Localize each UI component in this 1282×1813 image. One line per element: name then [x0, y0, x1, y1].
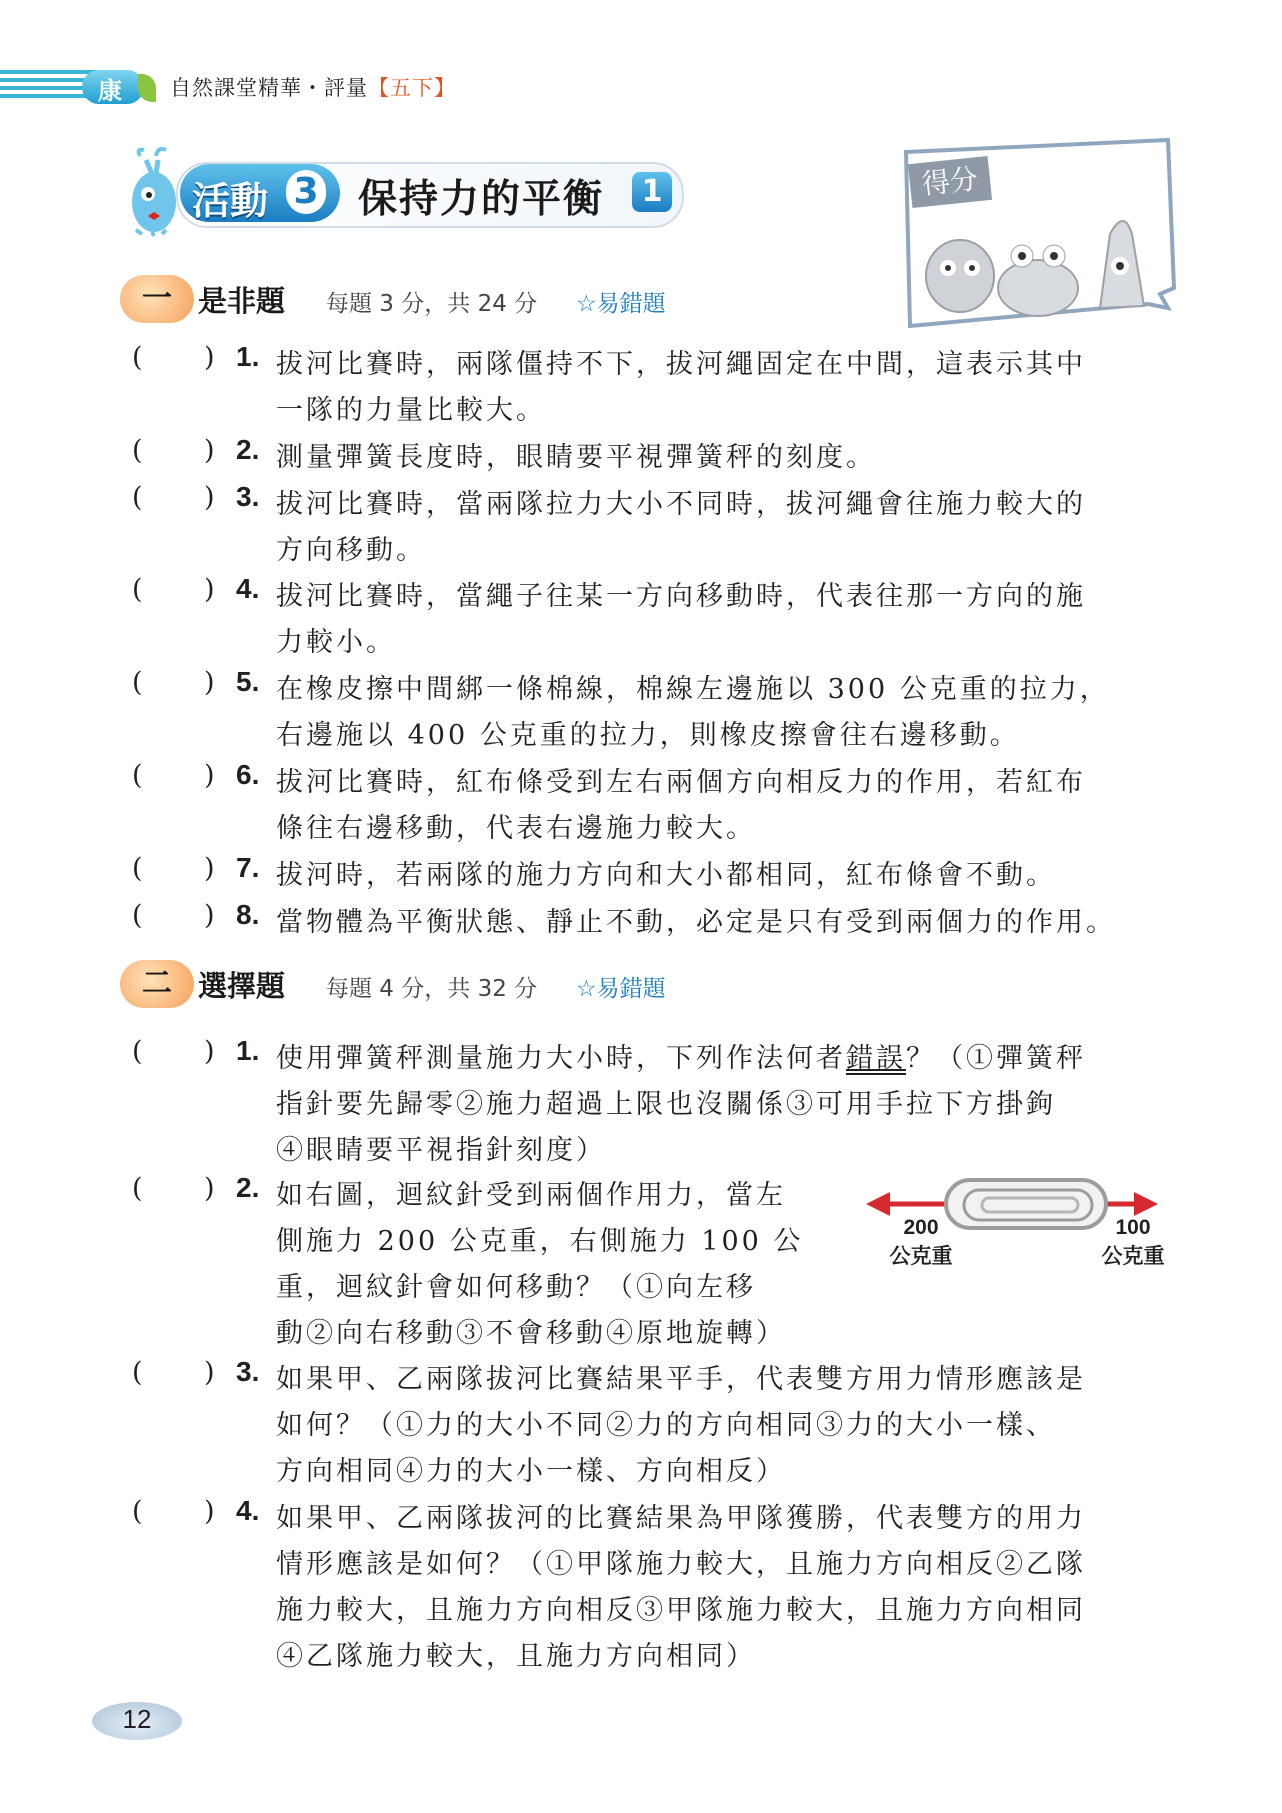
series-name: 自然課堂精華・評量 [170, 76, 368, 100]
question-number: 3. [236, 1356, 260, 1387]
question-line: 拔河比賽時，紅布條受到左右兩個方向相反力的作用，若紅布 [276, 767, 1086, 798]
answer-paren-close: ) [204, 853, 215, 884]
answer-paren-open: ( [132, 482, 143, 513]
answer-paren-open: ( [132, 900, 143, 931]
activity-title: 保持力的平衡 [358, 177, 605, 222]
question-number: 6. [236, 759, 260, 790]
question-line: 右邊施以 400 公克重的拉力，則橡皮擦會往右邊移動。 [276, 720, 1020, 751]
question-line: 如右圖，迴紋針受到兩個作用力，當左 [276, 1180, 786, 1211]
section1-score: 每題 3 分，共 24 分 [326, 291, 538, 317]
question-line: 重，迴紋針會如何移動？（①向左移 [276, 1272, 756, 1303]
question-line: ④眼睛要平視指針刻度） [276, 1135, 606, 1166]
series-title [170, 72, 456, 102]
question-line [276, 1036, 1086, 1075]
question-line: 方向移動。 [276, 535, 426, 566]
answer-blank[interactable] [146, 667, 202, 701]
answer-paren-open: ( [132, 1173, 143, 1204]
left-arrow-head-icon [866, 1192, 890, 1216]
section1-tag: ☆易錯題 [576, 291, 666, 317]
question-text: ？（①彈簧秤 [906, 1043, 1086, 1074]
question-line: 拔河比賽時，當繩子往某一方向移動時，代表往那一方向的施 [276, 581, 1086, 612]
question-line: 拔河比賽時，當兩隊拉力大小不同時，拔河繩會往施力較大的 [276, 489, 1086, 520]
section2-score: 每題 4 分，共 32 分 [326, 976, 538, 1002]
answer-blank[interactable] [146, 760, 202, 794]
right-force-label [1078, 1216, 1188, 1270]
score-label: 得分 [908, 156, 992, 208]
question-line: 指針要先歸零②施力超過上限也沒關係③可用手拉下方掛鉤 [276, 1089, 1056, 1120]
answer-blank[interactable] [146, 574, 202, 608]
question-text: 使用彈簧秤測量施力大小時，下列作法何者 [276, 1043, 846, 1074]
answer-paren-open: ( [132, 1496, 143, 1527]
activity-label: 活動 [192, 179, 269, 223]
question-number: 2. [236, 434, 260, 465]
answer-paren-close: ) [204, 1036, 215, 1067]
question-line: 一隊的力量比較大。 [276, 395, 546, 426]
grade-level: 五下 [390, 76, 434, 100]
question-number: 1. [236, 341, 260, 372]
answer-blank[interactable] [146, 1173, 202, 1207]
question-line: 情形應該是如何？（①甲隊施力較大，且施力方向相反②乙隊 [276, 1549, 1086, 1580]
question-line: 如果甲、乙兩隊拔河比賽結果平手，代表雙方用力情形應該是 [276, 1364, 1086, 1395]
question-number: 1. [236, 1035, 260, 1066]
question-line: 側施力 200 公克重，右側施力 100 公 [276, 1226, 804, 1257]
answer-paren-close: ) [204, 1173, 215, 1204]
answer-paren-close: ) [204, 435, 215, 466]
question-line: 拔河比賽時，兩隊僵持不下，拔河繩固定在中間，這表示其中 [276, 349, 1086, 380]
answer-blank[interactable] [146, 1496, 202, 1530]
section2-tag: ☆易錯題 [576, 976, 666, 1002]
answer-paren-open: ( [132, 667, 143, 698]
question-number: 8. [236, 899, 260, 930]
question-number: 3. [236, 481, 260, 512]
question-line: 如何？（①力的大小不同②力的方向相同③力的大小一樣、 [276, 1410, 1056, 1441]
answer-blank[interactable] [146, 853, 202, 887]
question-line: 測量彈簧長度時，眼睛要平視彈簧秤的刻度。 [276, 442, 876, 473]
question-line: 條往右邊移動，代表右邊施力較大。 [276, 813, 756, 844]
question-line: 拔河時，若兩隊的施力方向和大小都相同，紅布條會不動。 [276, 860, 1056, 891]
answer-blank[interactable] [146, 900, 202, 934]
answer-paren-open: ( [132, 853, 143, 884]
alien-mascot-icon [122, 146, 182, 238]
activity-number: 3 [286, 170, 326, 214]
section1-number: 一 [142, 281, 172, 316]
question-line: 當物體為平衡狀態、靜止不動，必定是只有受到兩個力的作用。 [276, 907, 1116, 938]
question-line: 施力較大，且施力方向相反③甲隊施力較大，且施力方向相同 [276, 1595, 1086, 1626]
brand-text: 康 [98, 77, 122, 105]
page-number: 12 [122, 1704, 152, 1734]
question-line: 如果甲、乙兩隊拔河的比賽結果為甲隊獲勝，代表雙方的用力 [276, 1503, 1086, 1534]
answer-paren-open: ( [132, 760, 143, 791]
right-force-unit: 公克重 [1101, 1245, 1165, 1268]
answer-paren-open: ( [132, 1357, 143, 1388]
question-number: 5. [236, 666, 260, 697]
answer-blank[interactable] [146, 1357, 202, 1391]
section2-title: 選擇題 [198, 969, 286, 1003]
answer-paren-close: ) [204, 574, 215, 605]
left-force-label [866, 1216, 976, 1270]
question-number: 7. [236, 852, 260, 883]
question-number: 2. [236, 1172, 260, 1203]
section1-title: 是非題 [198, 284, 286, 318]
answer-paren-open: ( [132, 342, 143, 373]
answer-blank[interactable] [146, 482, 202, 516]
section2-number: 二 [142, 966, 172, 1001]
grade-bracket-open: 【 [368, 76, 390, 100]
answer-paren-open: ( [132, 574, 143, 605]
answer-blank[interactable] [146, 435, 202, 469]
left-force-value: 200 [903, 1216, 939, 1239]
answer-blank[interactable] [146, 1036, 202, 1070]
question-line: 在橡皮擦中間綁一條棉線，棉線左邊施以 300 公克重的拉力， [276, 674, 1110, 705]
question-line: 動②向右移動③不會移動④原地旋轉） [276, 1318, 786, 1349]
answer-paren-open: ( [132, 435, 143, 466]
answer-paren-close: ) [204, 760, 215, 791]
left-force-unit: 公克重 [889, 1245, 953, 1268]
answer-paren-close: ) [204, 1496, 215, 1527]
question-number: 4. [236, 1495, 260, 1526]
answer-blank[interactable] [146, 342, 202, 376]
emphasis-word: 錯誤 [846, 1043, 906, 1074]
question-line: 力較小。 [276, 627, 396, 658]
question-number: 4. [236, 573, 260, 604]
answer-paren-close: ) [204, 900, 215, 931]
right-arrow-head-icon [1134, 1192, 1158, 1216]
grade-bracket-close: 】 [434, 76, 456, 100]
part-number: 1 [632, 172, 672, 212]
question-line: ④乙隊施力較大，且施力方向相同） [276, 1641, 756, 1672]
answer-paren-close: ) [204, 1357, 215, 1388]
question-line: 方向相同④力的大小一樣、方向相反） [276, 1456, 786, 1487]
answer-paren-close: ) [204, 667, 215, 698]
answer-paren-open: ( [132, 1036, 143, 1067]
answer-paren-close: ) [204, 342, 215, 373]
right-force-value: 100 [1115, 1216, 1151, 1239]
answer-paren-close: ) [204, 482, 215, 513]
